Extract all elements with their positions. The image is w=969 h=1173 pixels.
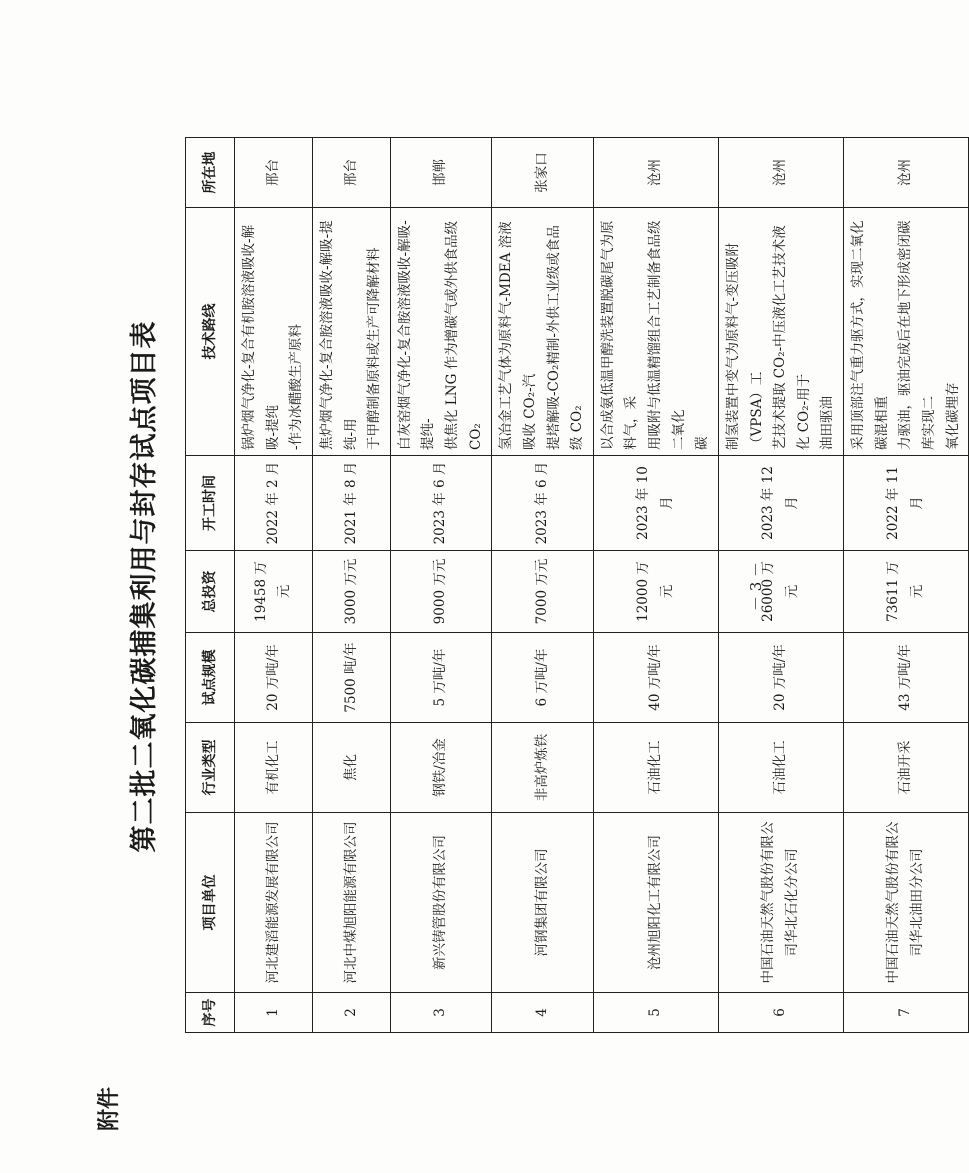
cell-route [312,208,390,456]
cell-scale: 6 万吨/年 [492,633,594,723]
cell-route [390,208,492,456]
cell-start: 2023 年 6 月 [390,456,492,551]
cell-industry: 非高炉炼铁 [492,723,594,813]
route-line: 艺技术提取 CO₂-中压液化工艺技术液化 CO₂-用于 [772,225,812,450]
header-route: 技术路线 [186,208,235,456]
cell-no: 1 [235,993,313,1033]
route-line: 碳 [694,436,711,450]
cell-investment: 19458 万元 [235,551,313,633]
table-row [390,138,492,1033]
cell-investment: 3000 万元 [312,551,390,633]
cell-investment: 12000 万元 [593,551,718,633]
table-header-row [186,138,235,1033]
page-number: － 3 － [747,561,765,612]
route-line: 以合成氨低温甲醇洗装置脱碳尾气为原料气，采 [599,220,640,450]
cell-location: 邢台 [312,138,390,208]
cell-no: 5 [593,993,718,1033]
cell-industry: 焦化 [312,723,390,813]
table-row [492,138,594,1033]
cell-industry: 钢铁/冶金 [390,723,492,813]
cell-start: 2023 年 10 月 [593,456,718,551]
route-line: 白灰窑烟气净化-复合胺溶液吸收-解吸-提纯- [396,220,437,450]
route-line: 力驱油，驱油完成后在地下形成密闭碳库实现二 [897,220,937,450]
cell-industry: 有机化工 [235,723,313,813]
cell-no: 4 [492,993,594,1033]
cell-investment: 26000 万元 [718,551,843,633]
table-row [235,138,313,1033]
header-industry: 行业类型 [186,723,235,813]
route-line: 于甲醇制备原料或生产可降解材料 [366,247,383,450]
route-line: 氢冶金工艺气体为原料气-MDEA 溶液吸收 CO₂-汽 [498,221,538,450]
header-investment: 总投资 [186,551,235,633]
cell-industry: 石油开采 [844,723,969,813]
header-location: 所在地 [186,138,235,208]
cell-unit: 新兴铸管股份有限公司 [390,813,492,993]
cell-route [492,208,594,456]
cell-investment: 7000 万元 [492,551,594,633]
table-row [312,138,390,1033]
cell-no: 7 [844,993,969,1033]
route-line: 提塔解吸-CO₂精制-外供工业级或食品级 CO₂ [545,225,586,450]
route-line: 油田驱油 [819,396,836,450]
cell-unit: 河钢集团有限公司 [492,813,594,993]
table-row [593,138,718,1033]
cell-route [593,208,718,456]
cell-route [844,208,969,456]
pilot-projects-table [185,137,969,1033]
cell-no: 6 [718,993,843,1033]
cell-unit: 河北建滔能源发展有限公司 [235,813,313,993]
cell-location: 邯郸 [390,138,492,208]
cell-scale: 20 万吨/年 [235,633,313,723]
cell-start: 2021 年 8 月 [312,456,390,551]
cell-location: 沧州 [718,138,843,208]
route-line: 制氢装置中变气为原料气-变压吸附（VPSA）工 [724,242,765,450]
route-line: 采用顶部注气重力驱方式，实现二氧化碳混相重 [850,220,890,450]
cell-route [718,208,843,456]
cell-route [235,208,313,456]
cell-investment: 9000 万元 [390,551,492,633]
table-row [718,138,843,1033]
cell-unit: 中国石油天然气股份有限公司华北石化分公司 [718,813,843,993]
cell-location: 沧州 [593,138,718,208]
cell-location: 张家口 [492,138,594,208]
route-line: 焦炉烟气净化-复合胺溶液吸收-解吸-提纯-用 [318,220,359,450]
cell-scale: 20 万吨/年 [718,633,843,723]
header-scale: 试点规模 [186,633,235,723]
cell-unit: 沧州旭阳化工有限公司 [593,813,718,993]
route-line: 用吸附与低温精馏组合工艺制备食品级二氧化 [647,220,687,450]
cell-industry: 石油化工 [593,723,718,813]
cell-industry: 石油化工 [718,723,843,813]
cell-start: 2023 年 12 月 [718,456,843,551]
cell-start: 2023 年 6 月 [492,456,594,551]
cell-location: 邢台 [235,138,313,208]
route-line: 供焦化 LNG 作为增碳气或外供食品级 CO₂ [444,220,484,450]
header-start: 开工时间 [186,456,235,551]
cell-no: 2 [312,993,390,1033]
cell-unit: 中国石油天然气股份有限公司华北油田分公司 [844,813,969,993]
cell-start: 2022 年 2 月 [235,456,313,551]
route-line: -作为冰醋酸生产原料 [288,323,305,450]
route-line: 锅炉烟气净化-复合有机胺溶液吸收-解吸-提纯 [241,224,281,450]
route-line: 氧化碳埋存 [944,382,961,450]
header-unit: 项目单位 [186,813,235,993]
cell-scale: 40 万吨/年 [593,633,718,723]
cell-start: 2022 年 11 月 [844,456,969,551]
cell-scale: 7500 吨/年 [312,633,390,723]
page-title: 第二批二氧化碳捕集利用与封存试点项目表 [129,320,160,853]
cell-investment: 73611 万元 [844,551,969,633]
cell-location: 沧州 [844,138,969,208]
attachment-label: 附件 [97,1086,122,1131]
table-row [844,138,969,1033]
header-no: 序号 [186,993,235,1033]
cell-scale: 5 万吨/年 [390,633,492,723]
cell-no: 3 [390,993,492,1033]
cell-unit: 河北中煤旭阳能源有限公司 [312,813,390,993]
cell-scale: 43 万吨/年 [844,633,969,723]
